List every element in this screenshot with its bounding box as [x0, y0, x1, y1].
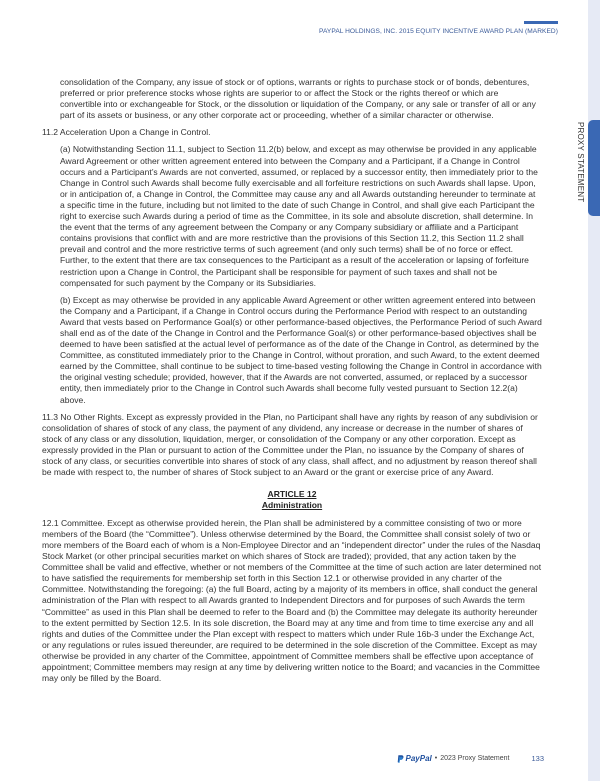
proxy-statement-tab[interactable] [588, 120, 600, 216]
paypal-brand: PayPal [405, 754, 432, 763]
page-footer [397, 754, 544, 764]
section-11-3: 11.3 No Other Rights. Except as expressly provided in the Plan, no Participant shall have any rights by reason of any subdivision or consolidation of shares of stock of any class, the payment of any dividend, any increase or decrease in the number of shares of stock of any class or any dissolution, liquidation, merger, or consolidation of the Company or any other corporation. Except as expressly provided in the Plan or pursuant to action of the Committee under the Plan, no issuance by the Company of shares of stock of any class, or securities convertible into shares of stock of any class, shall affect, and no adjustment by reason thereof shall be made with respect to, the number of shares of Stock subject to an Award or the grant or exercise price of any Award. [42, 411, 538, 478]
header-accent-bar [524, 21, 558, 24]
article-number: ARTICLE 12 [267, 489, 317, 500]
section-12-1: 12.1 Committee. Except as otherwise provided herein, the Plan shall be administered by a committee consisting of two or more members of the Board (the “Committee”). Unless otherwise determined by the Board, the Committee shall consist solely of two or more members of the Board each of whom is a Non-Employee Director and an “independent director” under the rules of the Nasdaq Stock Market (or other principal securities market on which shares of Stock are traded); provided, that any action taken by the Committee shall be valid and effective, whether or not members of the Committee at the time of such action are later determined not to have satisfied the requirements for membership set forth in this Section 12.1 or otherwise provided in any charter of the Committee. Notwithstanding the foregoing: (a) the full Board, acting by a majority of its members in office, shall conduct the general administration of the Plan with respect to all Awards granted to Independent Directors and for purposes of such Awards the term “Committee” as used in this Plan shall be deemed to refer to the Board and (b) the Committee may delegate its authority hereunder to the extent permitted by Section 12.5. In its sole discretion, the Board may at any time and from time to time exercise any and all rights and duties of the Committee under the Plan except with respect to matters which under Rule 16b-3 under the Exchange Act, or any regulations or rules issued thereunder, are required to be determined in the sole discretion of the Committee. Except as may otherwise be provided in any charter of the Committee, appointment of Committee members shall be effective upon acceptance of appointment; Committee members may resign at any time by delivering written notice to the Board; and vacancies in the Committee may only be filled by the Board. [42, 517, 542, 684]
section-11-2-b: (b) Except as may otherwise be provided in any applicable Award Agreement or other written agreement entered into between the Company and a Participant, if a Change in Control occurs during the Performance Period with respect to an outstanding Award that vests based on Performance Goal(s) or other performance-based objectives, the Performance Period of such Award shall end as of the date of the Change in Control and the Performance Goal(s) or other performance-based objectives shall be deemed to have been satisfied at the actual level of performance as of the date of the Change in Control, as determined by the Committee, as constituted immediately prior to the Change in Control, without proration, and such Award, to the extent deemed earned by the Committee, shall continue to be subject to time-based vesting following the Change in Control in accordance with the original vesting schedule; provided, however, that if the Awards are not converted, assumed, or replaced by a successor entity, then immediately prior to the Change in Control such Awards shall become fully vested pursuant to Section 12.2(a) above. [60, 294, 542, 405]
side-tab-label: PROXY STATEMENT [576, 122, 585, 203]
running-header: PAYPAL HOLDINGS, INC. 2015 EQUITY INCENTIVE AWARD PLAN (MARKED) [319, 28, 558, 35]
paragraph-intro-continued: consolidation of the Company, any issue of stock or of options, warrants or rights to purchase stock or of bonds, debentures, preferred or prior preference stocks whose rights are superior to or affect the Stock or the rights thereof or which are convertible into or exchangeable for Stock, or the dissolution or liquidation of the Company, or any sale or transfer of all or any part of its assets or business, or any other corporate act or proceeding, whether of a similar character or otherwise. [60, 77, 536, 121]
footer-doc-label: 2023 Proxy Statement [440, 755, 510, 762]
footer-separator: • [434, 755, 438, 762]
paypal-logo-icon [397, 755, 404, 764]
article-title: Administration [261, 500, 323, 511]
side-strip [588, 0, 600, 781]
section-11-2-heading: 11.2 Acceleration Upon a Change in Control. [42, 127, 211, 138]
article-heading [42, 489, 542, 512]
document-body [42, 77, 542, 684]
page-number: 133 [531, 754, 544, 763]
section-11-2-a: (a) Notwithstanding Section 11.1, subject to Section 11.2(b) below, and except as may otherwise be provided in any applicable Award Agreement or other written agreement entered into between the Company and a Participant, if a Change in Control occurs and a Participant’s Awards are not converted, assumed, or replaced by a successor entity, then immediately prior to the Change in Control such Awards shall become fully exercisable and all forfeiture restrictions on such Awards shall lapse. Upon, or in anticipation of, a Change in Control, the Committee may cause any and all Awards outstanding hereunder to terminate at a specific time in the future, including but not limited to the date of such Change in Control, and shall give each Participant the right to exercise such Awards during a period of time as the Committee, in its sole and absolute discretion, shall determine. In the event that the terms of any agreement between the Company or any Company subsidiary or affiliate and a Participant contains provisions that conflict with and are more restrictive than the provisions of this Section 11.2, this Section 11.2 shall prevail and control and the more restrictive terms of such agreement (and only such terms) shall be of no force or effect. Further, to the extent that there are tax consequences to the Participant as a result of the acceleration or lapsing of forfeiture restriction upon a Change in Control, the Participant shall be responsible for payment of such taxes and shall not be compensated for such payment by the Company or its Subsidiaries. [60, 144, 538, 288]
